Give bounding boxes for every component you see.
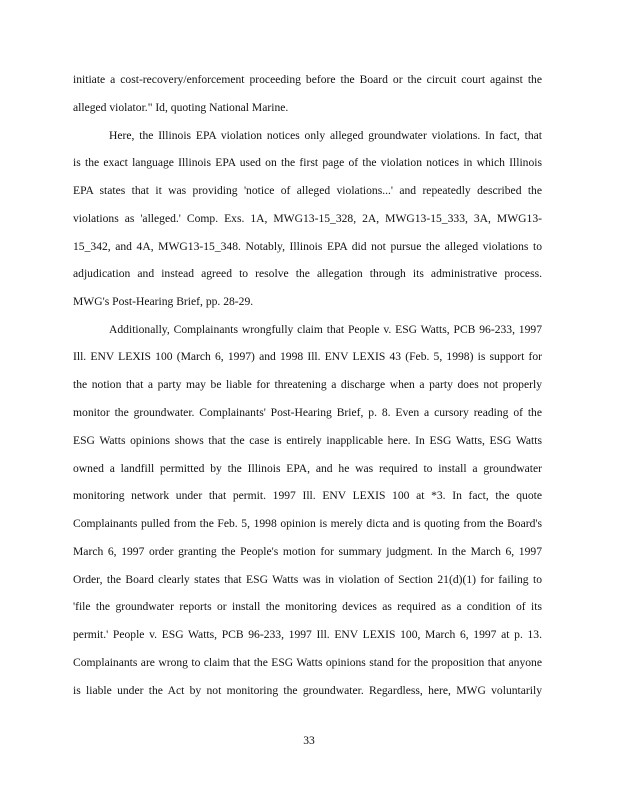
text-line: Ill. ENV LEXIS 100 (March 6, 1997) and 1998 Ill. ENV LEXIS 43 (Feb. 5, 1998) is support for <box>73 350 542 363</box>
text-line: is the exact language Illinois EPA used on the first page of the violation notices in which Illinois <box>73 156 542 169</box>
page-number: 33 <box>303 734 315 747</box>
text-line: the notion that a party may be liable for threatening a discharge when a party does not properly <box>73 378 542 391</box>
text-line: initiate a cost-recovery/enforcement proceeding before the Board or the circuit court against the <box>73 73 542 86</box>
text-line: MWG's Post-Hearing Brief, pp. 28-29. <box>73 295 254 308</box>
text-line: monitoring network under that permit. 1997 Ill. ENV LEXIS 100 at *3. In fact, the quote <box>73 489 542 502</box>
text-line: permit.' People v. ESG Watts, PCB 96-233, 1997 Ill. ENV LEXIS 100, March 6, 1997 at p. 13. <box>73 628 542 641</box>
text-line: monitor the groundwater. Complainants' Post-Hearing Brief, p. 8. Even a cursory reading of the <box>73 406 542 419</box>
text-line: Here, the Illinois EPA violation notices only alleged groundwater violations. In fact, that <box>109 129 542 142</box>
text-line: Complainants are wrong to claim that the ESG Watts opinions stand for the proposition that anyone <box>73 656 542 669</box>
text-line: 15_342, and 4A, MWG13-15_348. Notably, Illinois EPA did not pursue the alleged violations to <box>73 240 542 253</box>
text-line: March 6, 1997 order granting the People's motion for summary judgment. In the March 6, 1997 <box>73 545 542 558</box>
text-line: Additionally, Complainants wrongfully claim that People v. ESG Watts, PCB 96-233, 1997 <box>109 323 542 336</box>
text-line: owned a landfill permitted by the Illinois EPA, and he was required to install a groundwater <box>73 462 542 475</box>
text-line: EPA states that it was providing 'notice of alleged violations...' and repeatedly described the <box>73 184 542 197</box>
text-line: is liable under the Act by not monitoring the groundwater. Regardless, here, MWG voluntarily <box>73 684 542 697</box>
text-line: Complainants pulled from the Feb. 5, 1998 opinion is merely dicta and is quoting from the Board's <box>73 517 542 530</box>
text-line: alleged violator." Id, quoting National Marine. <box>73 101 289 114</box>
text-line: violations as 'alleged.' Comp. Exs. 1A, MWG13-15_328, 2A, MWG13-15_333, 3A, MWG13- <box>73 212 542 225</box>
text-line: 'file the groundwater reports or install the monitoring devices as required as a condition of its <box>73 600 542 613</box>
text-line: adjudication and instead agreed to resolve the allegation through its administrative process. <box>73 267 542 280</box>
text-line: Order, the Board clearly states that ESG Watts was in violation of Section 21(d)(1) for failing to <box>73 573 542 586</box>
text-line: ESG Watts opinions shows that the case is entirely inapplicable here. In ESG Watts, ESG Watts <box>73 434 542 447</box>
